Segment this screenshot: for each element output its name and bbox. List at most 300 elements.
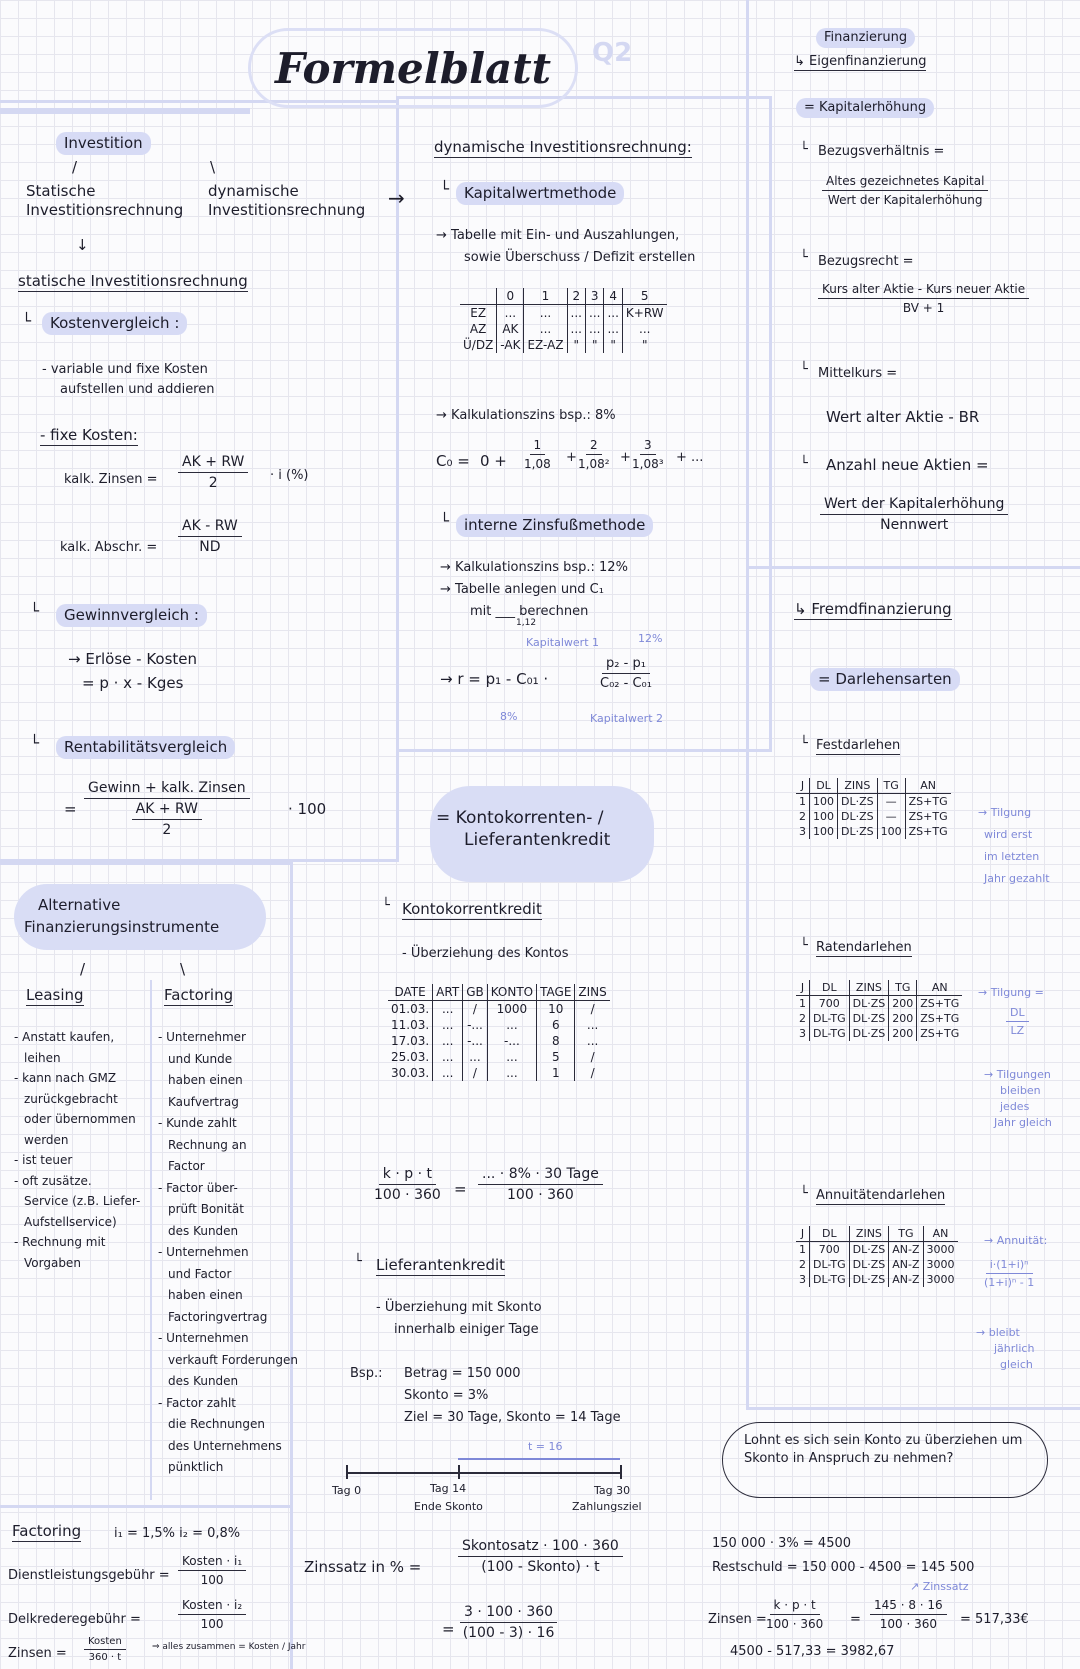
factoring-box-heading: Factoring — [12, 1522, 82, 1540]
fest-row — [796, 824, 951, 839]
kapitalwert-cell: ... — [524, 305, 567, 322]
kapitalwert-header-cell — [460, 288, 497, 305]
kontokorrent-cell: / — [575, 1065, 610, 1081]
timeline-tick-30 — [620, 1465, 622, 1479]
dienst-fraction — [178, 1554, 246, 1587]
zinssatz-label: Zinssatz in % = — [304, 1558, 422, 1576]
c0-plus1: + — [566, 450, 577, 465]
rv-den — [132, 799, 202, 838]
kontokorrent-cell: -... — [463, 1017, 488, 1033]
fixe-kosten: - fixe Kosten: — [40, 426, 138, 444]
corner-icon: └ — [800, 362, 808, 377]
tag14: Tag 14 — [430, 1482, 467, 1495]
zinsen-calc-label: Zinsen = — [708, 1612, 767, 1627]
c0-frac1-den: 1,08 — [524, 457, 551, 471]
kalk-zinsen-label: kalk. Zinsen = — [64, 472, 158, 487]
factoring-item: des Kunden — [168, 1374, 239, 1388]
kontokorrent-cell: ... — [487, 1017, 536, 1033]
fest-cell: ZS+TG — [905, 824, 950, 839]
leasing-item: leihen — [24, 1050, 61, 1065]
kapitalwert-cell: ... — [604, 321, 622, 337]
leasing-item: - kann nach GMZ — [14, 1071, 117, 1085]
if-formula: → r = p₁ - C₀₁ · — [440, 670, 549, 688]
if-label-8: 8% — [500, 710, 518, 723]
factoring-item: Kaufvertrag — [168, 1094, 239, 1109]
leasing-heading: Leasing — [26, 986, 84, 1004]
fest-cell: ZS+TG — [905, 794, 950, 810]
factoring-heading: Factoring — [164, 986, 234, 1004]
bsp-label: Bsp.: — [350, 1366, 383, 1381]
raten-header-cell: J — [796, 980, 810, 996]
rentabilitaet-heading: Rentabilitätsvergleich — [56, 736, 235, 759]
corner-icon: └ — [800, 456, 808, 471]
eigen-heading: ↳ Eigenfinanzierung — [794, 54, 926, 71]
raten-cell: DL·ZS — [849, 1026, 889, 1041]
kapitalwert-cell: Ü/DZ — [463, 338, 494, 352]
raten-cell: DL-TG — [810, 1026, 850, 1041]
calc2: Restschuld = 150 000 - 4500 = 145 500 — [712, 1560, 975, 1575]
kapitalwert-cell: ... — [567, 321, 585, 337]
branch-slash-left: / — [72, 158, 78, 176]
gv-line2: = p · x - Kges — [82, 674, 184, 692]
bsp-betrag: Betrag = 150 000 — [404, 1366, 521, 1381]
darlehensarten-heading: = Darlehensarten — [810, 668, 960, 691]
annuitaet-cell: 3000 — [923, 1257, 958, 1272]
arrow-right-icon: → — [388, 186, 405, 210]
fest-cell: 100 — [810, 809, 838, 824]
if-fraction — [600, 656, 652, 691]
rv-num: Gewinn + kalk. Zinsen — [84, 780, 250, 799]
kalk-zinsen-tail: · i (%) — [270, 468, 309, 483]
annuitaet-row — [796, 1242, 958, 1258]
if-label-12: 12% — [638, 632, 663, 645]
c0-frac3-num: 3 — [640, 438, 656, 455]
delkredere-label: Delkrederegebühr = — [8, 1612, 141, 1627]
annuitaet-header-row — [796, 1226, 958, 1242]
kapitalwert-cell: ... — [497, 305, 524, 322]
fest-cell: ZS+TG — [905, 809, 950, 824]
zinsen-fraction — [84, 1636, 126, 1663]
zc-ex-num: 145 · 8 · 16 — [870, 1598, 947, 1615]
annuitaet-cell: 1 — [799, 1243, 806, 1256]
fest-heading: Festdarlehen — [816, 738, 900, 755]
dynamisch-heading: dynamische Investitionsrechnung: — [434, 138, 692, 156]
kontokorrent-row — [388, 1033, 610, 1049]
kontokorrent-cell: 8 — [537, 1033, 575, 1049]
branch-slash-right: \ — [180, 960, 186, 978]
rv-den-num: AK + RW — [132, 801, 202, 820]
kontokorrent-cell: ... — [487, 1065, 536, 1081]
zc-num: k · p · t — [770, 1598, 820, 1615]
factoring-item: Factor — [168, 1159, 205, 1173]
fest-header-cell: TG — [877, 778, 905, 794]
factoring-item: haben einen — [168, 1073, 243, 1087]
zs-ex-num: 3 · 100 · 360 — [460, 1604, 557, 1623]
tag30-sub: Zahlungsziel — [572, 1500, 642, 1513]
kontokorrent-cell: 11.03. — [391, 1018, 430, 1032]
leasing-item: - ist teuer — [14, 1153, 73, 1167]
raten-note-den: LZ — [1010, 1024, 1025, 1037]
lief-text2: innerhalb einiger Tage — [394, 1322, 539, 1337]
kapitalwert-row — [460, 305, 667, 322]
if-frac-num: p₂ - p₁ — [602, 656, 650, 674]
kapitalerhoehung-heading: = Kapitalerhöhung — [796, 98, 934, 118]
factoring-item: haben einen — [168, 1288, 243, 1302]
kapitalwert-row — [460, 321, 667, 337]
raten-heading: Ratendarlehen — [816, 940, 912, 957]
kv-text2: aufstellen und addieren — [60, 382, 215, 397]
tag30: Tag 30 — [594, 1484, 631, 1497]
an-den: Nennwert — [880, 517, 949, 533]
fest-cell: DL·ZS — [838, 824, 878, 839]
ann-note2-2: gleich — [1000, 1358, 1033, 1371]
kontokorrent-cell: ... — [433, 1033, 463, 1049]
mk-text: Wert alter Aktie - BR — [826, 408, 980, 426]
raten-header-cell: DL — [810, 980, 850, 996]
zinsen-tail: ⇒ alles zusammen = Kosten / Jahr — [152, 1642, 306, 1652]
kontokorrent-cell: 25.03. — [391, 1050, 430, 1064]
fest-header-cell: ZINS — [838, 778, 878, 794]
annuitaet-cell: 3000 — [923, 1272, 958, 1287]
kontokorrent-cell: 01.03. — [391, 1002, 430, 1016]
annuitaet-row — [796, 1272, 958, 1287]
kalk-zinsen-den: 2 — [208, 475, 218, 491]
leasing-item: Aufstellservice) — [24, 1214, 117, 1229]
fremd-heading: ↳ Fremdfinanzierung — [794, 600, 952, 618]
factoring-item: - Unternehmen — [158, 1245, 249, 1259]
factoring-item: prüft Bonität — [168, 1202, 244, 1216]
kapitalwert-cell: -AK — [497, 337, 524, 353]
an-num: Wert der Kapitalerhöhung — [820, 496, 1008, 515]
i-values: i₁ = 1,5% i₂ = 0,8% — [114, 1526, 241, 1541]
kapitalwert-cell: ... — [586, 305, 604, 322]
bv-fraction — [822, 174, 988, 207]
fest-cell: 100 — [810, 794, 838, 810]
annuitaet-header-cell: TG — [889, 1226, 923, 1242]
factoring-item: - Unternehmen — [158, 1331, 249, 1345]
zs-ex-fraction — [460, 1604, 557, 1641]
zinssatz-note: ↗ Zinssatz — [910, 1580, 969, 1593]
kontokorrent-cell: -... — [487, 1033, 536, 1049]
page-title: Formelblatt — [248, 28, 578, 108]
ann-note2-0: → bleibt — [976, 1326, 1020, 1339]
kw-text2: sowie Überschuss / Defizit erstellen — [464, 250, 696, 265]
kpt-fraction — [374, 1166, 441, 1203]
branch-slash-left: / — [80, 960, 86, 978]
statisch-heading: statische Investitionsrechnung — [18, 272, 248, 290]
corner-icon: └ — [382, 898, 390, 913]
raten-header-cell: ZINS — [849, 980, 889, 996]
kalk-absch-fraction — [178, 518, 242, 555]
c0-frac3 — [632, 438, 664, 471]
factoring-item: - Factor zahlt — [158, 1395, 236, 1410]
annuitaet-header-cell: ZINS — [849, 1226, 889, 1242]
fest-cell: 100 — [810, 824, 838, 839]
zs-fraction — [458, 1538, 623, 1575]
raten-cell: 200 — [889, 996, 917, 1012]
gewinnvergleich-heading: Gewinnvergleich : — [56, 604, 207, 627]
final-calc: 4500 - 517,33 = 3982,67 — [730, 1644, 895, 1659]
kapitalwert-cell: EZ — [470, 306, 487, 320]
corner-icon: └ — [800, 1186, 808, 1201]
fest-cell: 3 — [799, 825, 806, 838]
leasing-item: oder übernommen — [24, 1112, 136, 1126]
timeline-tick-14 — [458, 1465, 460, 1479]
annuitaet-cell: AN-Z — [889, 1272, 923, 1287]
kontokorrent-cell: -... — [463, 1033, 488, 1049]
fest-row — [796, 794, 951, 810]
raten-row — [796, 1026, 962, 1041]
interne-heading: interne Zinsfußmethode — [456, 514, 653, 537]
lief-heading: Lieferantenkredit — [376, 1256, 506, 1274]
zc-eq: = — [850, 1612, 861, 1627]
zs-ex-eq: = — [442, 1620, 455, 1638]
fest-header-cell: DL — [810, 778, 838, 794]
dienst-den: 100 — [200, 1573, 224, 1587]
factoring-item: und Factor — [168, 1266, 232, 1281]
kapitalwert-header-cell: 1 — [524, 288, 567, 305]
raten-table — [796, 980, 962, 1041]
factoring-item: - Factor über- — [158, 1180, 238, 1195]
fest-cell: — — [877, 809, 905, 824]
kontokorrent-header-cell: GB — [463, 984, 488, 1001]
finanzierung-heading: Finanzierung — [816, 28, 915, 48]
c0-plus2: + — [620, 450, 631, 465]
kontokorrent-cell: / — [575, 1001, 610, 1018]
fest-note-0: → Tilgung — [978, 806, 1032, 819]
annuitaet-cell: AN-Z — [889, 1242, 923, 1258]
fest-header-cell: AN — [905, 778, 950, 794]
divider — [150, 980, 152, 1500]
kontokorrent-header-cell: ZINS — [575, 984, 610, 1001]
kapitalwert-cell: EZ-AZ — [524, 337, 567, 353]
factoring-item: Factoringvertrag — [168, 1309, 268, 1324]
kontokorrent-row — [388, 1001, 610, 1018]
annuitaet-header-cell: DL — [810, 1226, 850, 1242]
leasing-item: - Rechnung mit — [14, 1235, 106, 1249]
fest-note-2: im letzten — [984, 850, 1040, 863]
kpt-eq: = — [454, 1180, 467, 1198]
kalk-absch-num: AK - RW — [178, 518, 242, 537]
raten-note-num: DL — [1006, 1006, 1029, 1022]
arrow-down-icon: ↓ — [76, 236, 89, 254]
kontokorrent-header-row — [388, 984, 610, 1001]
annuitaet-cell: AN-Z — [889, 1257, 923, 1272]
bv-den: Wert der Kapitalerhöhung — [827, 193, 983, 207]
raten-cell: ZS+TG — [917, 1026, 962, 1041]
raten-cell: DL·ZS — [849, 996, 889, 1012]
kpt-ex-num: ... · 8% · 30 Tage — [478, 1166, 603, 1185]
kpt-den: 100 · 360 — [374, 1187, 441, 1203]
bezugsrecht: Bezugsrecht = — [818, 254, 914, 269]
kalk-zins: → Kalkulationszins bsp.: 8% — [436, 408, 616, 423]
kontokorrent-row — [388, 1049, 610, 1065]
kontokorrent-cell: 1 — [537, 1065, 575, 1081]
c0-frac1 — [524, 438, 551, 471]
raten-row — [796, 996, 962, 1012]
kontokorrent-cell: ... — [463, 1049, 488, 1065]
kapitalwert-cell: ... — [604, 305, 622, 322]
kapitalwert-header-row — [460, 288, 667, 305]
zs-den: (100 - Skonto) · t — [481, 1559, 600, 1575]
mittelkurs: Mittelkurs = — [818, 366, 898, 381]
kontokorrent-cell: ... — [433, 1017, 463, 1033]
kontokorrent-cell: ... — [575, 1017, 610, 1033]
factoring-item: verkauft Forderungen — [168, 1352, 298, 1367]
fest-cell: DL·ZS — [838, 809, 878, 824]
if-frac-den2: C₀₂ - C₀₁ — [600, 676, 652, 691]
factoring-item: Rechnung an — [168, 1137, 247, 1152]
kapitalwert-cell: ... — [622, 321, 666, 337]
t-span — [458, 1458, 620, 1460]
band-top — [0, 108, 250, 114]
alternative-heading2: Finanzierungsinstrumente — [24, 918, 220, 936]
kontokorrent-cell: 30.03. — [391, 1066, 430, 1080]
raten-note2-0: → Tilgungen — [984, 1068, 1051, 1081]
an-fraction — [820, 496, 1008, 533]
kontokorrent-cell: 5 — [537, 1049, 575, 1065]
kapitalwert-cell: AZ — [469, 322, 487, 336]
kapitalwert-cell: AK — [497, 321, 524, 337]
raten-cell: DL-TG — [810, 1011, 850, 1026]
kapitalwert-cell: K+RW — [622, 305, 666, 322]
kapitalwert-cell: " — [604, 337, 622, 353]
zs-num: Skontosatz · 100 · 360 — [458, 1538, 623, 1557]
raten-cell: ZS+TG — [917, 996, 962, 1012]
raten-note2-2: jedes — [1000, 1100, 1030, 1113]
branch-left: Statische Investitionsrechnung — [26, 182, 184, 219]
kontokorrent-cell: 17.03. — [391, 1034, 430, 1048]
raten-row — [796, 1011, 962, 1026]
if-label-kw1: Kapitalwert 1 — [526, 636, 600, 649]
annuitaet-table — [796, 1226, 958, 1287]
zc-ex-den: 100 · 360 — [879, 1617, 937, 1631]
corner-icon: └ — [800, 938, 808, 953]
zinsen-num: Kosten — [84, 1636, 126, 1650]
timeline — [346, 1472, 622, 1474]
corner-icon: └ — [22, 312, 32, 330]
fest-cell: — — [877, 794, 905, 810]
kapitalwert-cell: ... — [586, 321, 604, 337]
kontokorrent-cell: ... — [433, 1065, 463, 1081]
annuitaet-cell: 2 — [799, 1258, 806, 1271]
raten-cell: 200 — [889, 1026, 917, 1041]
kapitalwert-cell: ... — [524, 321, 567, 337]
rv-eq: = — [64, 800, 77, 818]
kontokorrent-cell: ... — [433, 1049, 463, 1065]
annuitaet-heading: Annuitätendarlehen — [816, 1188, 945, 1205]
alternative-heading1: Alternative — [38, 896, 121, 914]
fest-cell: 100 — [877, 824, 905, 839]
annuitaet-cell: 700 — [810, 1242, 850, 1258]
kalk-zinsen-num: AK + RW — [178, 454, 248, 473]
kpt-ex-fraction — [478, 1166, 603, 1203]
annuitaet-cell: DL-TG — [810, 1272, 850, 1287]
c0-label: C₀ = — [436, 452, 470, 470]
bsp-skonto: Skonto = 3% — [404, 1388, 489, 1403]
kostenvergleich-heading: Kostenvergleich : — [42, 312, 187, 335]
kontokorrent-cell: ... — [433, 1001, 463, 1018]
kapitalwert-cell: " — [567, 337, 585, 353]
corner-icon: └ — [800, 142, 808, 157]
calc1: 150 000 · 3% = 4500 — [712, 1536, 852, 1551]
leasing-item: Service (z.B. Liefer- — [24, 1194, 141, 1208]
if-line1: → Kalkulationszins bsp.: 12% — [440, 560, 628, 575]
raten-note2-3: Jahr gleich — [994, 1116, 1052, 1129]
if-frac-den: 1,12 — [516, 618, 537, 628]
corner-icon: └ — [440, 512, 450, 530]
kontokorrent-header-cell: KONTO — [487, 984, 536, 1001]
raten-note1: → Tilgung = — [978, 986, 1044, 999]
zc-ex-fraction — [870, 1598, 947, 1631]
annuitaet-cell: DL·ZS — [849, 1242, 889, 1258]
delkredere-fraction — [178, 1598, 246, 1631]
bsp-ziel: Ziel = 30 Tage, Skonto = 14 Tage — [404, 1410, 621, 1425]
kontokorrent-header-cell: TAGE — [537, 984, 575, 1001]
leasing-item: - Anstatt kaufen, — [14, 1030, 115, 1044]
annuitaet-cell: DL·ZS — [849, 1257, 889, 1272]
raten-note-fraction — [1006, 1006, 1029, 1037]
kontokorrent-table — [388, 984, 610, 1081]
tag0: Tag 0 — [332, 1484, 362, 1497]
kontokorrent-cell: / — [463, 1065, 488, 1081]
kv-text1: - variable und fixe Kosten — [42, 362, 208, 377]
kontokorrent-cell: ... — [487, 1049, 536, 1065]
zc-result: = 517,33€ — [960, 1612, 1029, 1627]
ann-note2-1: jährlich — [994, 1342, 1035, 1355]
c0-term0: 0 + — [480, 452, 507, 470]
title-tag: Q2 — [592, 38, 633, 68]
fest-cell: DL·ZS — [838, 794, 878, 810]
kapitalwert-table — [460, 288, 667, 353]
bezugsverhaeltnis: Bezugsverhältnis = — [818, 144, 945, 159]
annuitaet-cell: 3000 — [923, 1242, 958, 1258]
kk-subheading: Kontokorrentkredit — [402, 900, 542, 918]
kk-heading-line1: = Kontokorrenten- / — [436, 808, 604, 828]
fest-note-3: Jahr gezahlt — [984, 872, 1050, 885]
investition-heading: Investition — [56, 132, 151, 155]
kontokorrent-header-cell: DATE — [388, 984, 433, 1001]
kalk-zinsen-fraction — [178, 454, 248, 491]
t-label: t = 16 — [528, 1440, 563, 1453]
corner-icon: └ — [440, 180, 450, 198]
raten-cell: 3 — [799, 1027, 806, 1040]
if-line3: mit ___ berechnen — [470, 604, 589, 619]
fest-table — [796, 778, 951, 839]
raten-header-row — [796, 980, 962, 996]
fest-header-row — [796, 778, 951, 794]
raten-cell: 700 — [810, 996, 850, 1012]
kapitalwert-heading: Kapitalwertmethode — [456, 182, 624, 205]
fest-note-1: wird erst — [984, 828, 1033, 841]
kalk-absch-den: ND — [199, 539, 221, 555]
tag14-sub: Ende Skonto — [414, 1500, 483, 1513]
factoring-item: pünktlich — [168, 1460, 224, 1474]
factoring-item: die Rechnungen — [168, 1417, 265, 1431]
annuitaet-cell: 3 — [799, 1273, 806, 1286]
kontokorrent-row — [388, 1017, 610, 1033]
kapitalwert-header-cell: 2 — [567, 288, 585, 305]
c0-frac2-den: 1,08² — [578, 457, 610, 471]
zc-fraction — [766, 1598, 823, 1631]
dienst-num: Kosten · i₁ — [178, 1554, 246, 1571]
raten-cell: DL·ZS — [849, 1011, 889, 1026]
c0-frac2-num: 2 — [586, 438, 602, 455]
kapitalwert-cell: ... — [567, 305, 585, 322]
annuitaet-header-cell: J — [796, 1226, 810, 1242]
kk-text: - Überziehung des Kontos — [402, 946, 569, 961]
kpt-num: k · p · t — [379, 1166, 436, 1185]
